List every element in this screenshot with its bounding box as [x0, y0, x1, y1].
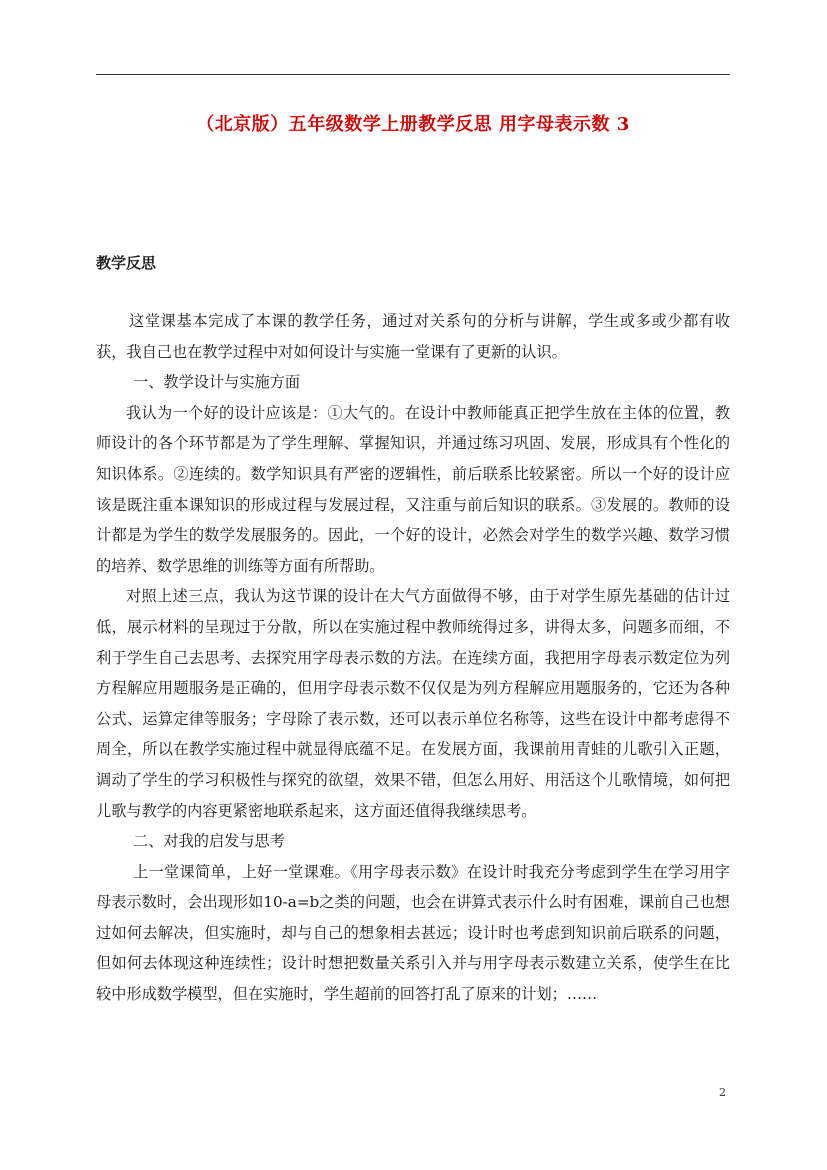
subheading-design: 一、教学设计与实施方面	[133, 373, 301, 392]
document-body	[96, 251, 730, 1010]
inspiration-paragraph: 上一堂课简单，上好一堂课难。《用字母表示数》在设计时我充分考虑到学生在学习用字母表示数时，会出现形如10-a=b之类的问题，也会在讲算式表示什么时有困难，课前自己也想过如何去解决，但实施时，却与自己的想象相去甚远；设计时也考虑到知识前后联系的问题，但如何去体现这种连续性；设计时想把数量关系引入并与用字母表示数建立关系，使学生在比较中形成数学模型，但在实施时，学生超前的回答打乱了原来的计划；……	[96, 862, 730, 1004]
section-heading: 教学反思	[96, 254, 157, 272]
header-rule	[96, 74, 730, 75]
design-paragraph: 我认为一个好的设计应该是：①大气的。在设计中教师能真正把学生放在主体的位置，教师设计的各个环节都是为了学生理解、掌握知识，并通过练习巩固、发展，形成具有个性化的知识体系。②连续的。数学知识具有严密的逻辑性，前后联系比较紧密。所以一个好的设计应该是既注重本课知识的形成过程与发展过程，又注重与前后知识的联系。③发展的。教师的设计都是为学生的数学发展服务的。因此，一个好的设计，必然会对学生的数学兴趣、数学习惯的培养、数学思维的训练等方面有所帮助。	[96, 403, 730, 575]
page-number: 2	[719, 1086, 726, 1099]
reflection-paragraph: 对照上述三点，我认为这节课的设计在大气方面做得不够，由于对学生原先基础的估计过低，展示材料的呈现过于分散，所以在实施过程中教师统得过多，讲得太多，问题多而细，不利于学生自己去思考、去探究用字母表示数的方法。在连续方面，我把用字母表示数定位为列方程解应用题服务是正确的，但用字母表示数不仅仅是为列方程解应用题服务的，它还为各种公式、运算定律等服务；字母除了表示数，还可以表示单位名称等，这些在设计中都考虑得不周全，所以在教学实施过程中就显得底蕴不足。在发展方面，我课前用青蛙的儿歌引入正题，调动了学生的学习积极性与探究的欲望，效果不错，但怎么用好、用活这个儿歌情境，如何把儿歌与教学的内容更紧密地联系起来，这方面还值得我继续思考。	[96, 587, 730, 820]
document-title: （北京版）五年级数学上册教学反思 用字母表示数 3	[196, 114, 630, 135]
subheading-inspiration: 二、对我的启发与思考	[133, 832, 285, 851]
intro-paragraph: 这堂课基本完成了本课的教学任务，通过对关系句的分析与讲解，学生或多或少都有收获，我自己也在教学过程中对如何设计与实施一堂课有了更新的认识。	[96, 312, 730, 361]
